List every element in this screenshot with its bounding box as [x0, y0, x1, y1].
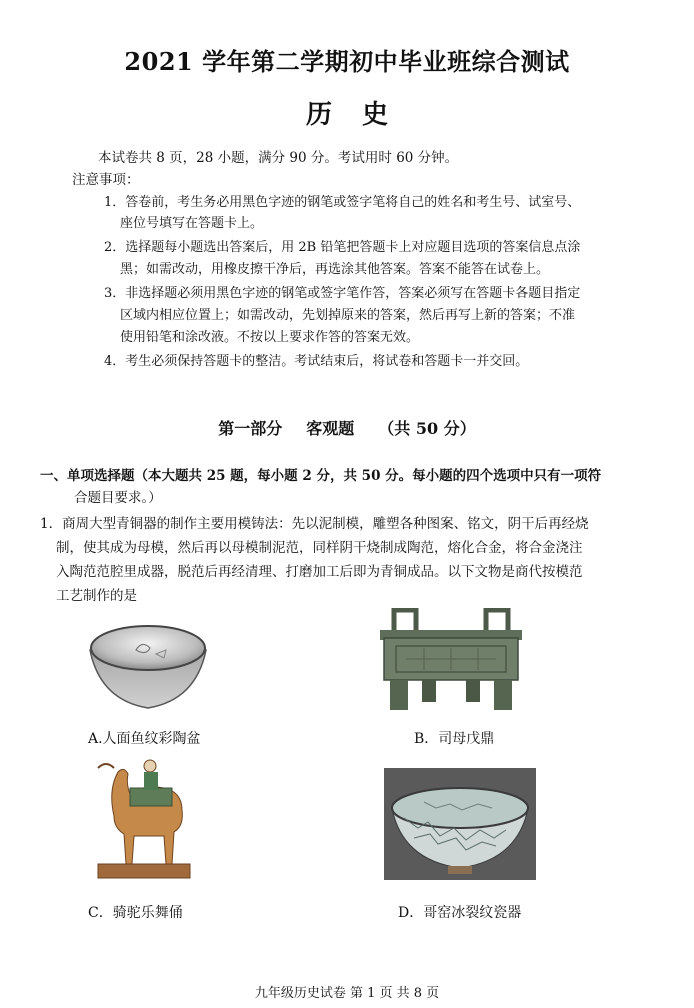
notice-line: 座位号填写在答题卡上。 [120, 216, 264, 231]
question-line: 工艺制作的是 [56, 588, 137, 604]
subject-title: 历史 [305, 100, 418, 130]
option-b-label: B．司母戊鼎 [414, 731, 495, 747]
exam-intro: 本试卷共 8 页，28 小题，满分 90 分。考试用时 60 分钟。 [98, 150, 459, 166]
section-heading [0, 416, 694, 439]
camel-figurine-image [92, 756, 196, 882]
bronze-ding-image [376, 608, 526, 714]
question-line: 1．商周大型青铜器的制作主要用模铸法：先以泥制模，雕塑各种图案、铭文，阴干后再经烧 [40, 516, 589, 532]
question-line: 制，使其成为母模，然后再以母模制泥范，同样阴干烧制成陶范，熔化合金，将合金浇注 [56, 540, 583, 556]
notice-heading: 注意事项： [72, 172, 140, 188]
notice-line: 区域内相应位置上；如需改动，先划掉原来的答案，然后再写上新的答案；不准 [120, 308, 576, 323]
notice-line: 使用铅笔和涂改液。不按以上要求作答的答案无效。 [120, 330, 420, 345]
section-score: （共 50 分） [378, 419, 476, 438]
option-a-label: A.人面鱼纹彩陶盆 [88, 731, 201, 747]
pottery-basin-image [86, 620, 210, 712]
notice-line: 2．选择题每小题选出答案后，用 2B 铅笔把答题卡上对应题目选项的答案信息点涂 [104, 240, 581, 255]
option-d-label: D．哥窑冰裂纹瓷器 [398, 905, 522, 921]
crackle-bowl-image [384, 768, 536, 880]
section-part: 第一部分 [218, 419, 283, 438]
notice-line: 3．非选择题必须用黑色字迹的钢笔或签字笔作答，答案必须写在答题卡各题目指定 [104, 286, 581, 301]
exam-title: 2021 学年第二学期初中毕业班综合测试 [124, 47, 570, 76]
section-name: 客观题 [306, 419, 355, 438]
notice-line: 4．考生必须保持答题卡的整洁。考试结束后，将试卷和答题卡一并交回。 [104, 354, 529, 369]
notice-line: 黑；如需改动，用橡皮擦干净后，再选涂其他答案。答案不能答在试卷上。 [120, 262, 550, 277]
notice-line: 1．答卷前，考生务必用黑色字迹的钢笔或签字笔将自己的姓名和考生号、试室号、 [104, 195, 581, 210]
question-line: 入陶范范腔里成器，脱范后再经清理、打磨加工后即为青铜成品。以下文物是商代按模范 [56, 564, 583, 580]
instruction-line: 一、单项选择题（本大题共 25 题，每小题 2 分，共 50 分。每小题的四个选项中只有一项符 [40, 468, 602, 484]
option-c-label: C．骑驼乐舞俑 [88, 905, 183, 921]
instruction-line: 合题目要求。） [74, 490, 162, 506]
page-footer: 九年级历史试卷 第 1 页 共 8 页 [254, 986, 440, 1001]
